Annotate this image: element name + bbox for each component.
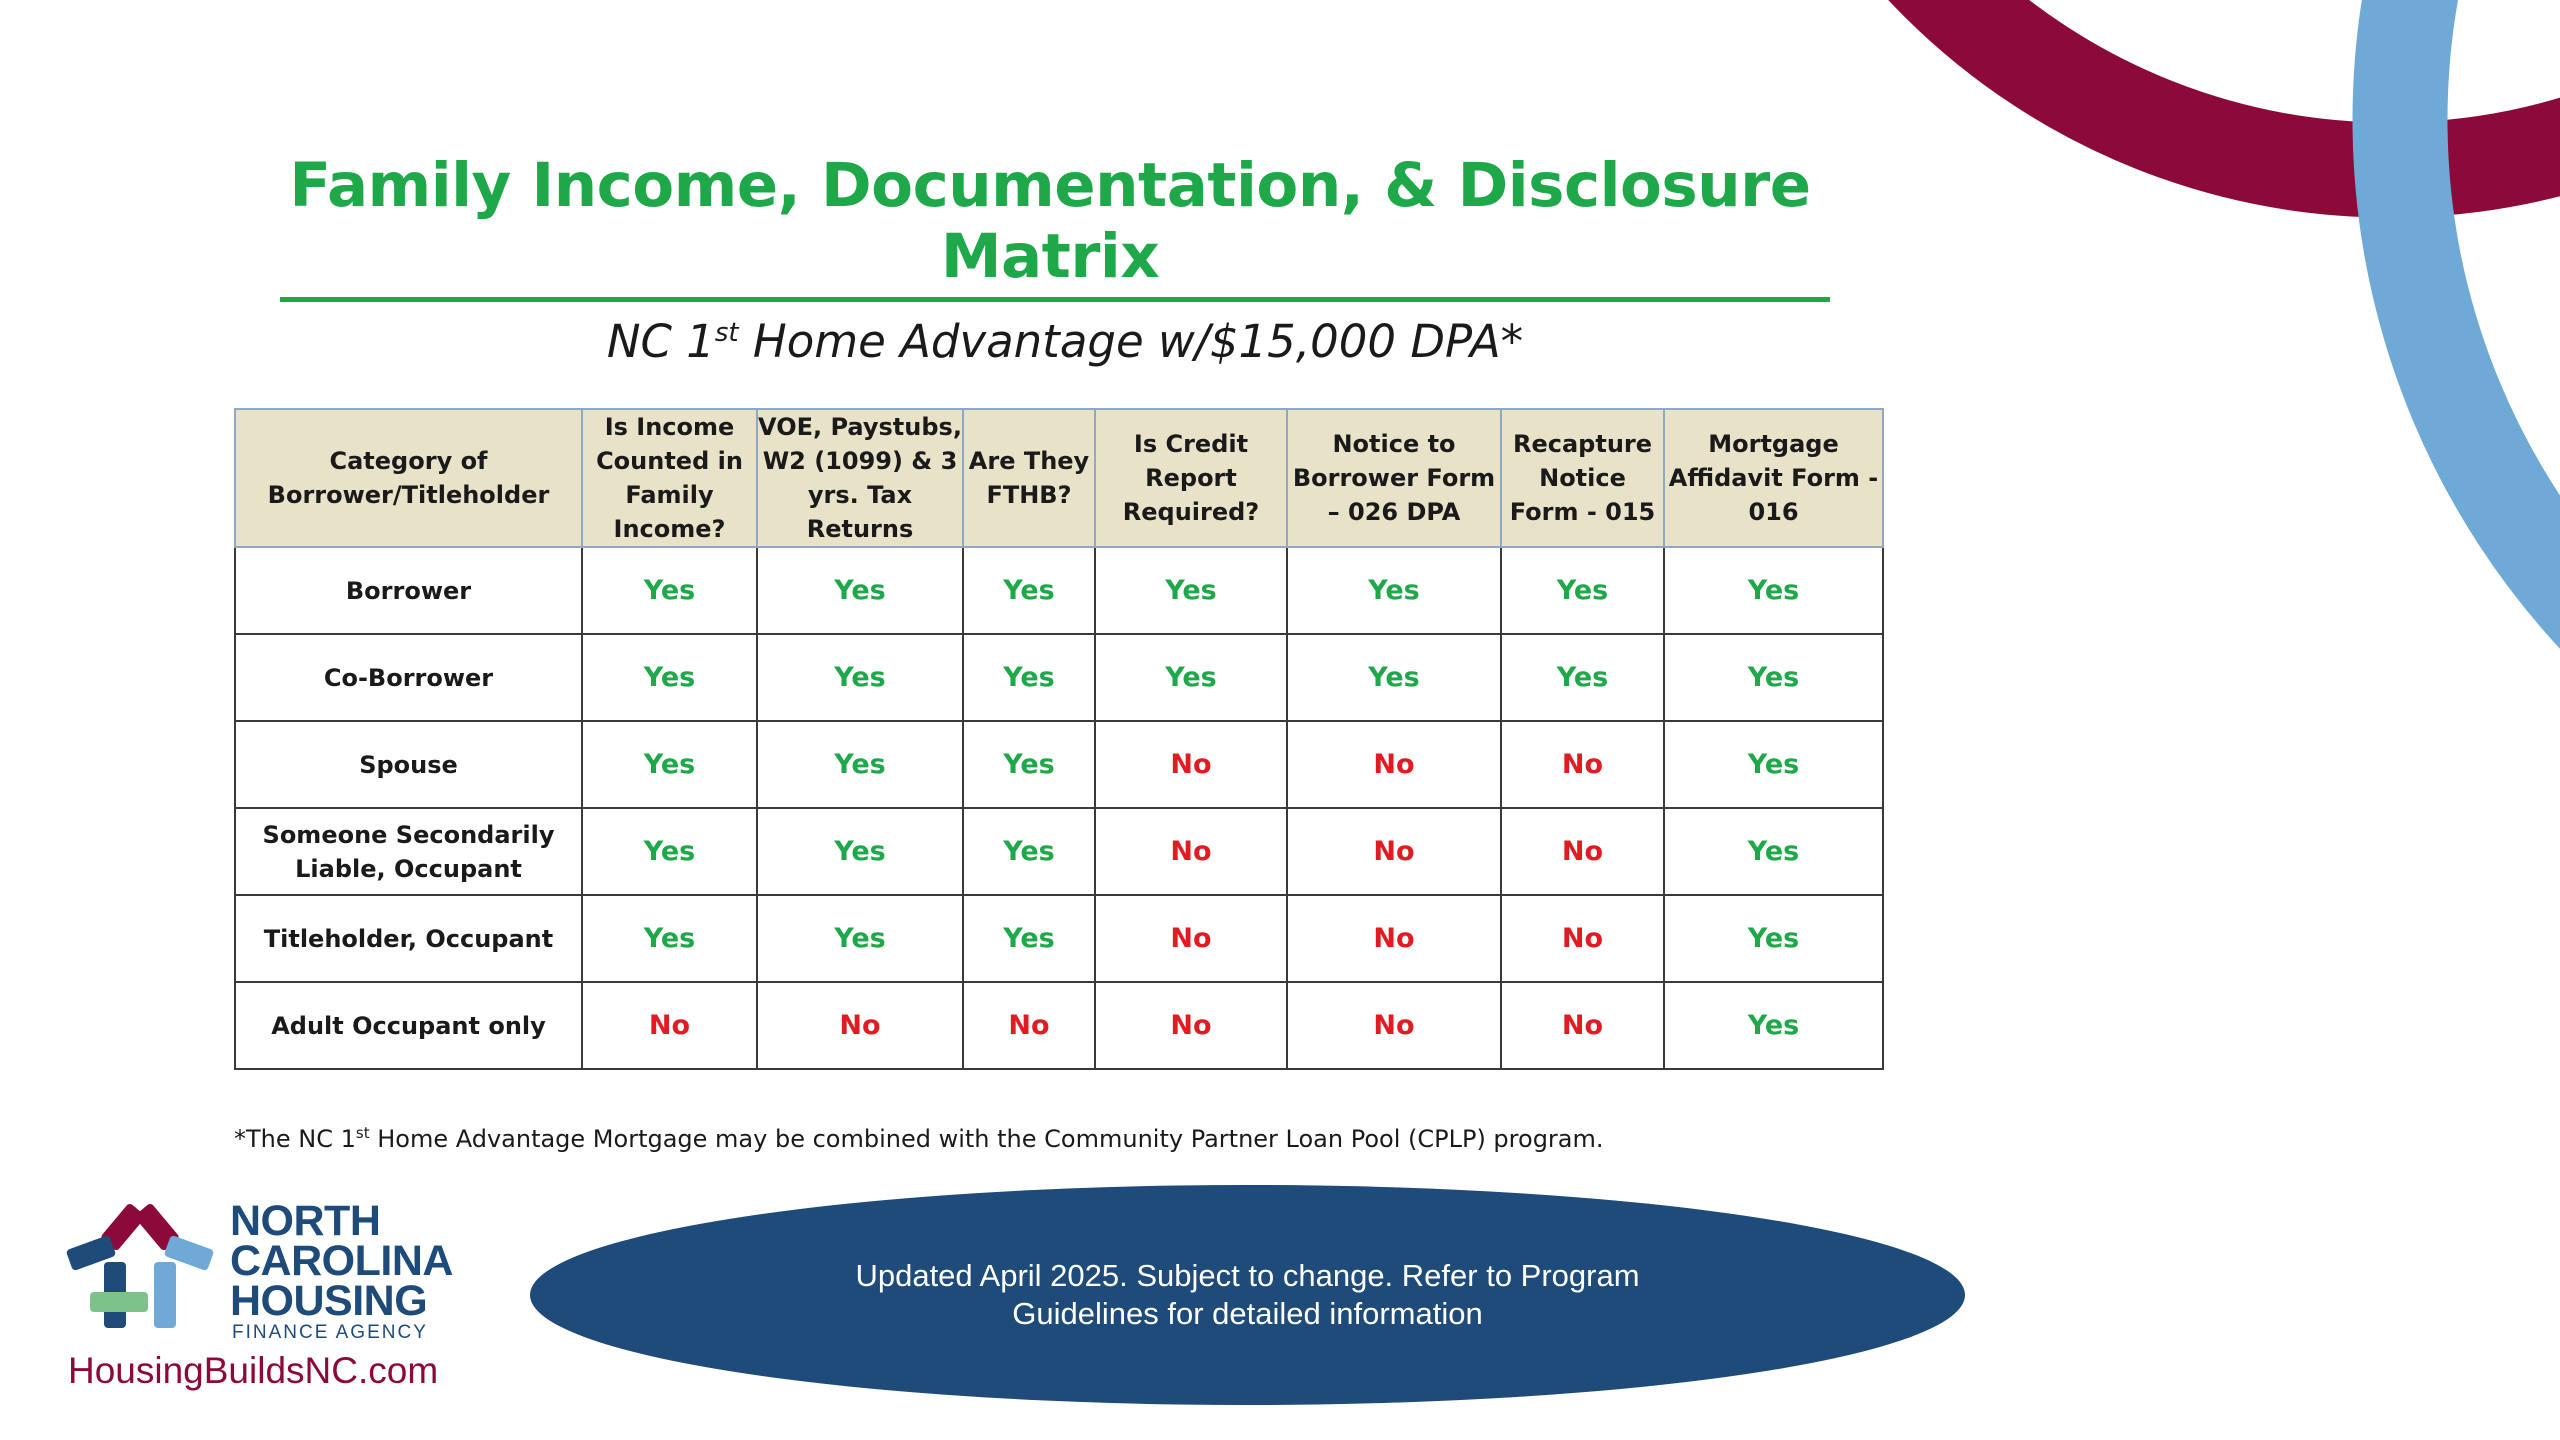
row-category: Spouse (235, 721, 582, 808)
answer-cell: No (1287, 721, 1501, 808)
header-cell: Recapture Notice Form - 015 (1501, 409, 1664, 547)
answer-cell: No (1095, 721, 1287, 808)
answer-cell: No (1095, 808, 1287, 895)
answer-cell: Yes (582, 547, 757, 634)
logo-word-housing: HOUSING (230, 1277, 428, 1325)
answer-cell: Yes (1664, 982, 1883, 1069)
page-title: Family Income, Documentation, & Disclosure Matrix (289, 150, 1811, 292)
update-notice-text: Updated April 2025. Subject to change. Refer to Program Guidelines for detailed information (855, 1258, 1640, 1331)
answer-cell: No (1501, 982, 1664, 1069)
answer-cell: Yes (963, 634, 1095, 721)
answer-cell: Yes (582, 721, 757, 808)
disclosure-matrix-table (234, 408, 1884, 1070)
table-header-row (235, 409, 1883, 547)
header-cell: Mortgage Affidavit Form - 016 (1664, 409, 1883, 547)
header-cell: Is Income Counted in Family Income? (582, 409, 757, 547)
answer-cell: Yes (1095, 547, 1287, 634)
answer-cell: No (963, 982, 1095, 1069)
row-category: Titleholder, Occupant (235, 895, 582, 982)
answer-cell: Yes (582, 808, 757, 895)
answer-cell: Yes (1664, 634, 1883, 721)
answer-cell: Yes (963, 721, 1095, 808)
answer-cell: Yes (757, 808, 963, 895)
header-cell: Is Credit Report Required? (1095, 409, 1287, 547)
subtitle-sup: st (714, 318, 739, 348)
answer-cell: Yes (1501, 634, 1664, 721)
answer-cell: Yes (582, 895, 757, 982)
answer-cell: No (757, 982, 963, 1069)
header-cell: Notice to Borrower Form – 026 DPA (1287, 409, 1501, 547)
subtitle-post: Home Advantage w/$15,000 DPA* (738, 315, 1524, 368)
answer-cell: Yes (1287, 547, 1501, 634)
logo-word-carolina: CAROLINA (230, 1237, 453, 1285)
house-people-icon (60, 1190, 220, 1340)
answer-cell: Yes (963, 895, 1095, 982)
table-row (235, 721, 1883, 808)
subtitle-pre: NC 1 (606, 315, 715, 368)
answer-cell: Yes (963, 547, 1095, 634)
answer-cell: No (1287, 895, 1501, 982)
table-row (235, 547, 1883, 634)
answer-cell: Yes (1287, 634, 1501, 721)
table-row (235, 634, 1883, 721)
answer-cell: No (1501, 808, 1664, 895)
answer-cell: Yes (757, 634, 963, 721)
footnote-post: Home Advantage Mortgage may be combined with the Community Partner Loan Pool (CPLP) program. (369, 1125, 1604, 1153)
answer-cell: Yes (1664, 808, 1883, 895)
answer-cell: Yes (1095, 634, 1287, 721)
answer-cell: Yes (757, 895, 963, 982)
update-notice-ellipse (530, 1185, 1965, 1405)
answer-cell: Yes (963, 808, 1095, 895)
answer-cell: No (1095, 895, 1287, 982)
answer-cell: Yes (582, 634, 757, 721)
answer-cell: Yes (1664, 547, 1883, 634)
answer-cell: Yes (757, 547, 963, 634)
table-row (235, 895, 1883, 982)
answer-cell: No (1287, 808, 1501, 895)
answer-cell: Yes (1664, 895, 1883, 982)
answer-cell: No (1095, 982, 1287, 1069)
row-category: Adult Occupant only (235, 982, 582, 1069)
row-category: Co-Borrower (235, 634, 582, 721)
table-row (235, 982, 1883, 1069)
row-category: Someone Secondarily Liable, Occupant (235, 808, 582, 895)
table-row (235, 808, 1883, 895)
row-category: Borrower (235, 547, 582, 634)
answer-cell: Yes (757, 721, 963, 808)
footnote (234, 1125, 1604, 1153)
logo-word-north: NORTH (230, 1197, 381, 1245)
header-cell: Category of Borrower/Titleholder (235, 409, 582, 547)
answer-cell: No (1501, 721, 1664, 808)
logo-subtitle: FINANCE AGENCY (232, 1322, 428, 1343)
subtitle (280, 315, 1850, 368)
website-url: HousingBuildsNC.com (68, 1350, 439, 1391)
footnote-sup: st (355, 1124, 370, 1142)
answer-cell: Yes (1664, 721, 1883, 808)
footnote-pre: *The NC 1 (234, 1125, 356, 1153)
nchfa-logo (60, 1190, 480, 1400)
header-cell: VOE, Paystubs, W2 (1099) & 3 yrs. Tax Returns (757, 409, 963, 547)
answer-cell: No (1501, 895, 1664, 982)
answer-cell: Yes (1501, 547, 1664, 634)
title-divider (280, 297, 1830, 302)
answer-cell: No (582, 982, 757, 1069)
header-cell: Are They FTHB? (963, 409, 1095, 547)
answer-cell: No (1287, 982, 1501, 1069)
